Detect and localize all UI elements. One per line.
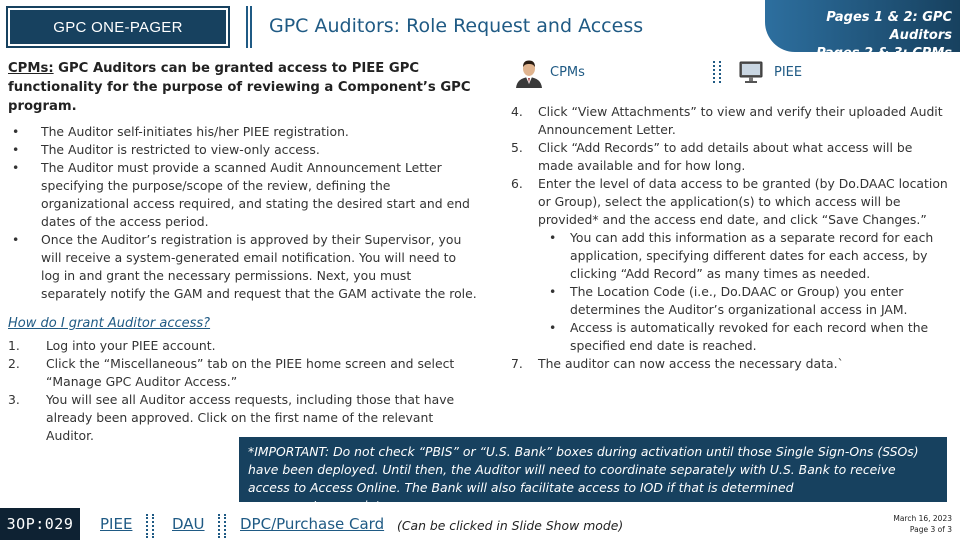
- list-item: • The Location Code (i.e., Do.DAAC or Group) you enter determines the Auditor’s organizational access in JAM.: [505, 283, 950, 319]
- footer-divider: [146, 514, 154, 538]
- intro-paragraph: [8, 59, 478, 116]
- step-number: 3.: [8, 392, 20, 407]
- role-divider: [713, 61, 721, 83]
- step-number: 1.: [8, 338, 20, 353]
- page-number: Page 3 of 3: [909, 525, 952, 534]
- right-column: [505, 103, 950, 373]
- step-text: Click “View Attachments” to view and verify their uploaded Audit Announcement Letter.: [538, 104, 943, 137]
- step-number: 6.: [511, 176, 523, 191]
- requirements-list: [8, 123, 478, 303]
- step-item: [505, 355, 950, 373]
- pages-indicator: [765, 0, 960, 61]
- list-item: • The Auditor is restricted to view-only access.: [8, 141, 478, 159]
- footer: [0, 508, 960, 540]
- step-item: [8, 355, 478, 391]
- slideshow-note: (Can be clicked in Slide Show mode): [397, 518, 624, 533]
- document-date: March 16, 2023: [893, 514, 952, 523]
- purchase-card-link[interactable]: DPC/Purchase Card: [240, 515, 385, 533]
- steps-list-left: [8, 337, 478, 445]
- title-divider: [246, 6, 252, 48]
- intro-text: GPC Auditors can be granted access to PIEE GPC functionality for the purpose of reviewing a Component’s GPC program.: [8, 61, 471, 114]
- intro-prefix: CPMs:: [8, 61, 54, 76]
- list-item: • The Auditor must provide a scanned Audit Announcement Letter specifying the purpose/scope of the review, defining the organizational access required, and stating the desired start and end dates of the access period.: [8, 159, 478, 231]
- document-code: 3OP:029: [0, 508, 80, 540]
- step-text: Click “Add Records” to add details about what access will be made available and for how long.: [538, 140, 913, 173]
- step-text: You will see all Auditor access requests, including those that have already been approved. Click on the first name of the relevant Auditor.: [46, 392, 455, 443]
- important-notice: *IMPORTANT: Do not check “PBIS” or “U.S. Bank” boxes during activation until those Single Sign-Ons (SSOs) have been deployed. Until then, the Auditor will need to coordinate separately with U.S. Bank to receive access to Access Online. The Bank will also facilitate access to IOD if that is determined necessary/appropriate.: [239, 437, 947, 502]
- step-text: Log into your PIEE account.: [46, 338, 216, 353]
- list-item: • The Auditor self-initiates his/her PIEE registration.: [8, 123, 478, 141]
- role-label-cpms: CPMs: [550, 65, 585, 80]
- step-number: 4.: [511, 104, 523, 119]
- one-pager-badge: GPC ONE-PAGER: [8, 8, 228, 46]
- role-label-piee: PIEE: [774, 65, 803, 80]
- step-number: 2.: [8, 356, 20, 371]
- step-item: [505, 103, 950, 139]
- step-text: Click the “Miscellaneous” tab on the PIEE home screen and select “Manage GPC Auditor Access.”: [46, 356, 455, 389]
- step-text: The auditor can now access the necessary data.`: [538, 356, 844, 371]
- footer-meta: [893, 513, 952, 535]
- step-text: Enter the level of data access to be granted (by Do.DAAC location or Group), select the application(s) to which access will be provided* and the access end date, and click “Save Changes.”: [538, 176, 948, 227]
- step-item: [8, 337, 478, 355]
- list-item: • Once the Auditor’s registration is approved by their Supervisor, you will receive a system-generated email notification. You will need to log in and grant the necessary permissions. Next, you must separately notify the GAM and request that the GAM activate the role.: [8, 231, 478, 303]
- steps-list-right: [505, 103, 950, 229]
- pages-line-2: Pages 2 & 3: CPMs: [816, 46, 952, 61]
- pages-line-1: Pages 1 & 2: GPC Auditors: [826, 10, 952, 43]
- left-column: [8, 59, 478, 445]
- list-item: • You can add this information as a separate record for each application, specifying different dates for each access, by clicking “Add Record” as many times as needed.: [505, 229, 950, 283]
- how-heading: How do I grant Auditor access?: [8, 316, 211, 331]
- header: [0, 0, 960, 61]
- steps-list-right-end: [505, 355, 950, 373]
- list-item: • Access is automatically revoked for each record when the specified end date is reached.: [505, 319, 950, 355]
- step-number: 5.: [511, 140, 523, 155]
- footer-divider: [218, 514, 226, 538]
- monitor-icon: [738, 59, 764, 85]
- dau-link[interactable]: DAU: [172, 515, 205, 533]
- step-item: [505, 175, 950, 229]
- piee-link[interactable]: PIEE: [100, 515, 133, 533]
- sub-bullet-list: [505, 229, 950, 355]
- step-number: 7.: [511, 356, 523, 371]
- page-title: GPC Auditors: Role Request and Access: [269, 15, 644, 37]
- person-icon: [514, 58, 544, 88]
- step-item: [505, 139, 950, 175]
- role-bar: [498, 56, 950, 88]
